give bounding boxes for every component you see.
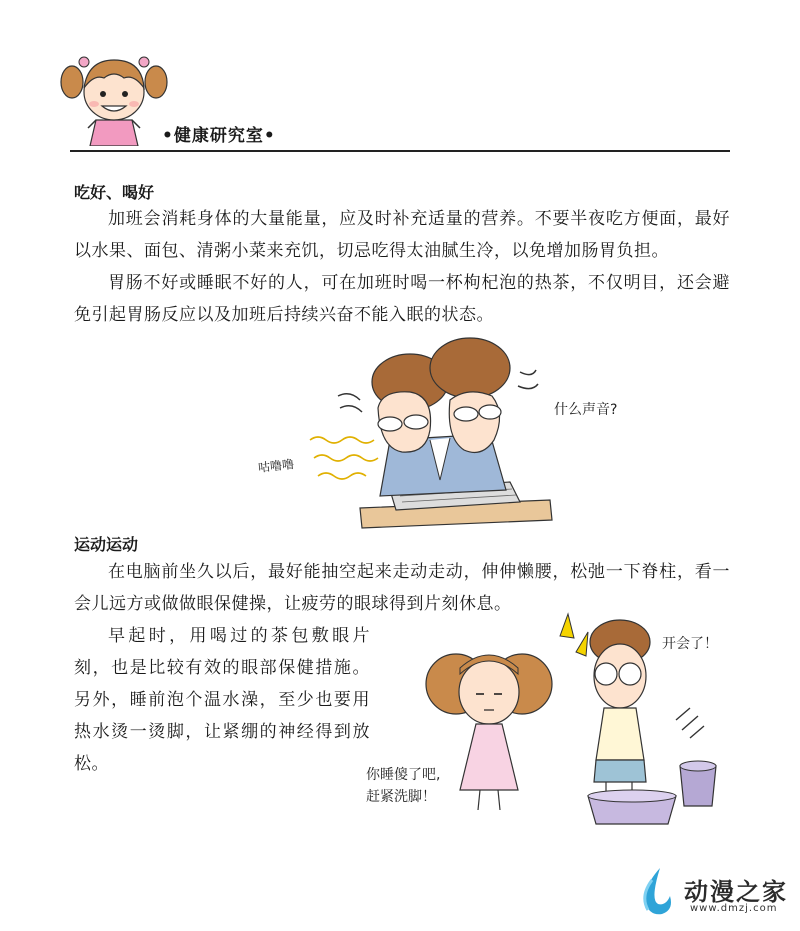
speech-bubble-line: 你睡傻了吧,: [366, 767, 441, 783]
dmzj-logo-text: 动漫之家: [684, 878, 788, 906]
dmzj-logo-url: www.dmzj.com: [690, 903, 778, 914]
illustration-overtime-office: [270, 330, 570, 540]
dmzj-logo-icon: [636, 866, 676, 918]
speech-bubble-wash-feet: [366, 764, 440, 808]
speech-bubble-meeting: 开会了！: [662, 636, 718, 652]
header-rule: [70, 150, 730, 152]
mascot-girl-illustration: [58, 48, 170, 146]
section-label: •健康研究室•: [162, 126, 276, 146]
section-heading-exercise: 运动运动: [74, 535, 139, 554]
paragraph-tea: 胃肠不好或睡眠不好的人，可在加班时喝一杯枸杞泡的热茶，不仅明目，还会避免引起胃肠反应以及加班后持续兴奋不能入眠的状态。: [74, 273, 730, 325]
speech-bubble-what-sound: 什么声音?: [554, 402, 618, 418]
sound-effect-rumble: 咕噜噜: [257, 457, 295, 475]
paragraph-nutrition: 加班会消耗身体的大量能量，应及时补充适量的营养。不要半夜吃方便面，最好以水果、面包、清粥小菜来充饥，切忌吃得太油腻生冷，以免增加肠胃负担。: [74, 209, 730, 261]
paragraph-stretch: 在电脑前坐久以后，最好能抽空起来走动走动，伸伸懒腰，松弛一下脊柱，看一会儿远方或做做眼保健操，让疲劳的眼球得到片刻休息。: [74, 562, 730, 614]
section-heading-eat-drink: 吃好、喝好: [74, 183, 155, 202]
speech-bubble-line: 赶紧洗脚！: [366, 789, 436, 805]
paragraph-eye-care: 早起时，用喝过的茶包敷眼片刻，也是比较有效的眼部保健措施。另外，睡前泡个温水澡，至少也要用热水烫一烫脚，让紧绷的神经得到放松。: [74, 626, 370, 774]
